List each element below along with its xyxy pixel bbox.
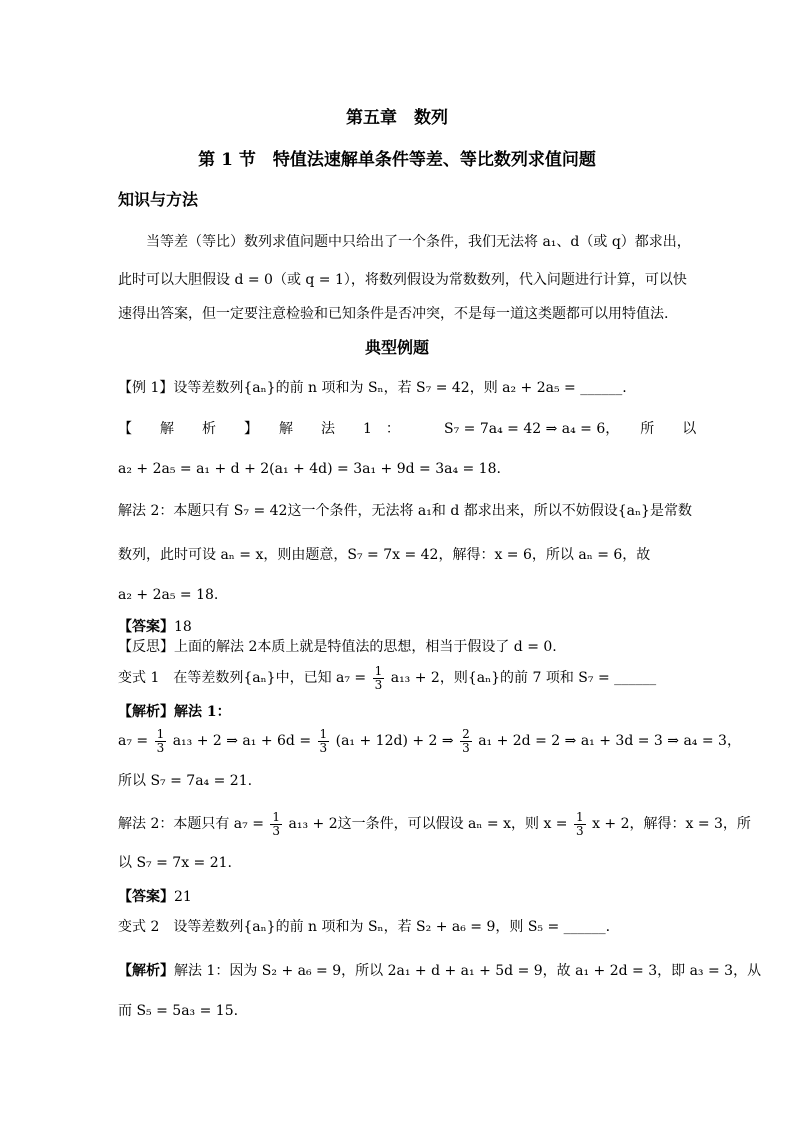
example-1-solution-2-line-1: 解法 2：本题只有 S₇ = 42这一个条件，无法将 a₁和 d 都求出来，所以不妨假设{aₙ}是常数 — [118, 503, 692, 519]
fraction-numerator: 1 — [575, 809, 584, 824]
intro-line-2: 此时可以大胆假设 d = 0（或 q = 1），将数列假设为常数数列，代入问题进行计算，可以快 — [118, 272, 687, 288]
solution-2-part-c: x + 2，解得：x = 3，所 — [592, 816, 751, 832]
answer-label: 【答案】 — [118, 889, 174, 905]
fraction-one-third — [373, 665, 385, 692]
example-1-analysis-label: 【 解 析 】 解 法 1 ： — [118, 421, 400, 437]
fraction-one-third — [155, 728, 167, 755]
analysis-label-text: 【解析】解法 1： — [118, 704, 231, 720]
knowledge-heading: 知识与方法 — [118, 190, 199, 209]
fraction-numerator: 1 — [319, 726, 328, 741]
fraction-denominator: 3 — [272, 823, 281, 838]
solution-2-part-b: a₁₃ + 2这一条件，可以假设 aₙ = x，则 x = — [288, 816, 568, 832]
section-title: 第 1 节 特值法速解单条件等差、等比数列求值问题 — [198, 150, 596, 170]
example-1-solution-2-line-3: a₂ + 2a₅ = 18. — [118, 587, 219, 603]
fraction-one-third — [318, 728, 330, 755]
variant-2-line-2: 而 S₅ = 5a₃ = 15. — [118, 1003, 239, 1019]
fraction-numerator: 1 — [374, 663, 383, 678]
analysis-label: 【解析】 — [118, 963, 174, 979]
fraction-denominator: 3 — [319, 740, 328, 755]
derivation-part-a: a₇ = — [118, 733, 149, 749]
answer-label: 【答案】 — [118, 619, 174, 635]
fraction-numerator: 1 — [272, 809, 281, 824]
variant-1-solution-2 — [118, 809, 751, 839]
derivation-part-c: (a₁ + 12d) + 2 ⇒ — [335, 733, 454, 749]
variant-1-question — [118, 664, 678, 692]
example-1-reflection: 【反思】上面的解法 2本质上就是特值法的思想，相当于假设了 d = 0. — [118, 639, 557, 655]
fraction-two-thirds — [460, 728, 472, 755]
derivation-part-b: a₁₃ + 2 ⇒ a₁ + 6d = — [172, 733, 312, 749]
fraction-one-third — [270, 811, 282, 838]
intro-line-3: 速得出答案，但一定要注意检验和已知条件是否冲突，不是每一道这类题都可以用特值法. — [118, 306, 669, 322]
chapter-title: 第五章 数列 — [346, 108, 448, 128]
variant-1-derivation — [118, 726, 741, 756]
variant-1-question-start: 变式 1 在等差数列{aₙ}中，已知 a₇ = — [118, 670, 367, 686]
examples-heading: 典型例题 — [364, 338, 429, 357]
variant-2-analysis — [118, 961, 762, 981]
variant-1-analysis-label — [118, 702, 678, 722]
fraction-denominator: 3 — [374, 677, 383, 692]
variant-1-solution-2-line-2: 以 S₇ = 7x = 21. — [118, 855, 232, 871]
fraction-denominator: 3 — [462, 740, 470, 755]
intro-line-1: 当等差（等比）数列求值问题中只给出了一个条件，我们无法将 a₁、d（或 q）都求出， — [146, 234, 691, 250]
variant-1-line-2: 所以 S₇ = 7a₄ = 21. — [118, 773, 253, 789]
example-1-analysis-math: S₇ = 7a₄ = 42 ⇒ a₄ = 6， 所 以 — [444, 421, 697, 437]
variant-2-question: 变式 2 设等差数列{aₙ}的前 n 项和为 Sₙ，若 S₂ + a₆ = 9，则 S₅ = ______. — [118, 919, 611, 935]
example-1-answer — [118, 617, 678, 637]
answer-value: 21 — [174, 889, 192, 905]
solution-2-part-a: 解法 2：本题只有 a₇ = — [118, 816, 264, 832]
fraction-numerator: 1 — [156, 726, 165, 741]
fraction-denominator: 3 — [156, 740, 165, 755]
analysis-text: 解法 1：因为 S₂ + a₆ = 9，所以 2a₁ + d + a₁ + 5d = 9，故 a₁ + 2d = 3，即 a₃ = 3，从 — [174, 963, 762, 979]
fraction-one-third — [574, 811, 586, 838]
fraction-denominator: 3 — [575, 823, 584, 838]
example-1-solution-2-line-2: 数列，此时可设 aₙ = x，则由题意，S₇ = 7x = 42，解得：x = 6，所以 aₙ = 6，故 — [118, 547, 651, 563]
derivation-part-d: a₁ + 2d = 2 ⇒ a₁ + 3d = 3 ⇒ a₄ = 3， — [478, 733, 741, 749]
variant-1-answer — [118, 887, 678, 907]
variant-1-question-end: a₁₃ + 2，则{aₙ}的前 7 项和 S₇ = ______ — [390, 670, 657, 686]
example-1-line-2: a₂ + 2a₅ = a₁ + d + 2(a₁ + 4d) = 3a₁ + 9d = 3a₄ = 18. — [118, 461, 501, 477]
answer-value: 18 — [174, 619, 192, 635]
example-1-question: 【例 1】设等差数列{aₙ}的前 n 项和为 Sₙ，若 S₇ = 42，则 a₂ + 2a₅ = ______. — [118, 380, 627, 396]
fraction-numerator: 2 — [462, 726, 470, 741]
